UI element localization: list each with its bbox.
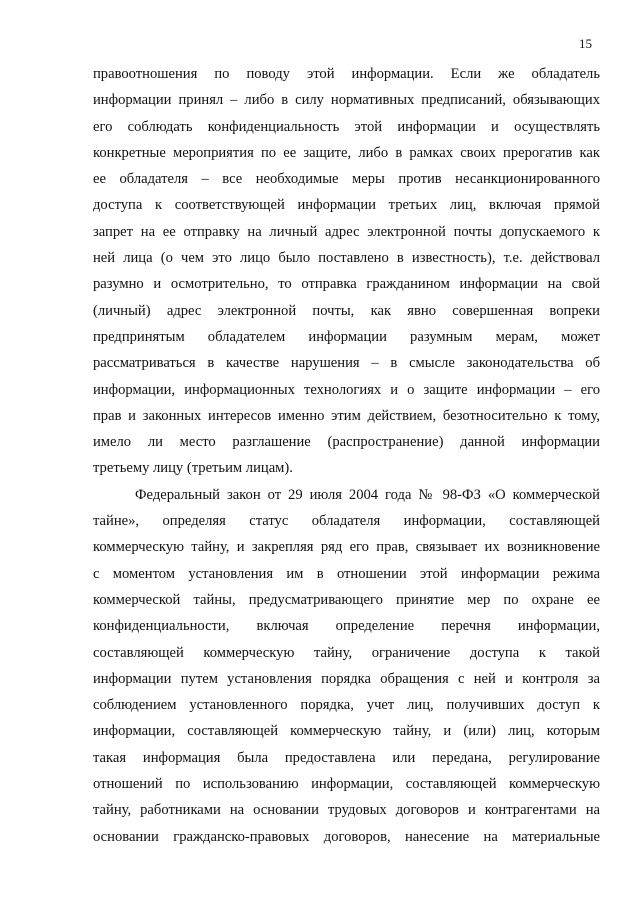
text-line: третьему лицу (третьим лицам). bbox=[93, 460, 293, 477]
text-line: такая информация была предоставлена или передана, регулирование bbox=[93, 749, 600, 766]
paragraph-2 bbox=[93, 482, 600, 850]
text-line: коммерческую тайну, и закрепляя ряд его прав, связывает их возникновение bbox=[93, 539, 600, 556]
text-line: ней лица (о чем это лицо было поставлено в известность), т.е. действовал bbox=[93, 250, 600, 267]
paragraph-1 bbox=[93, 61, 600, 482]
text-line: рассматриваться в качестве нарушения – в смысле законодательства об bbox=[93, 355, 600, 372]
text-line: тайне», определяя статус обладателя информации, составляющей bbox=[93, 513, 600, 530]
text-line: информации, информационных технологиях и о защите информации – его bbox=[93, 381, 600, 398]
text-line: правоотношения по поводу этой информации. Если же обладатель bbox=[93, 66, 600, 82]
text-line: ее обладателя – все необходимые меры против несанкционированного bbox=[93, 171, 600, 188]
document-body bbox=[93, 61, 600, 850]
text-line: соблюдением установленного порядка, учет лиц, получивших доступ к bbox=[93, 697, 600, 714]
text-line: доступа к соответствующей информации третьих лиц, включая прямой bbox=[93, 197, 600, 214]
text-line: тайну, работниками на основании трудовых договоров и контрагентами на bbox=[93, 802, 600, 819]
text-line: прав и законных интересов именно этим действием, безотносительно к тому, bbox=[93, 407, 600, 424]
text-line: запрет на ее отправку на личный адрес электронной почты допускаемого к bbox=[93, 223, 600, 240]
text-line: с моментом установления им в отношении этой информации режима bbox=[93, 565, 600, 582]
text-line: имело ли место разглашение (распространение) данной информации bbox=[93, 434, 600, 451]
text-line: информации принял – либо в силу нормативных предписаний, обязывающих bbox=[93, 92, 600, 109]
text-line: информации, составляющей коммерческую тайну, и (или) лиц, которым bbox=[93, 723, 600, 740]
text-line: Федеральный закон от 29 июля 2004 года № 98-ФЗ «О коммерческой bbox=[135, 486, 600, 503]
text-line: информации путем установления порядка обращения с ней и контроля за bbox=[93, 670, 600, 687]
text-line: конкретные мероприятия по ее защите, либо в рамках своих прерогатив как bbox=[93, 144, 600, 161]
text-line: коммерческой тайны, предусматривающего принятие мер по охране ее bbox=[93, 591, 600, 608]
page-number: 15 bbox=[579, 36, 592, 51]
text-line: конфиденциальности, включая определение перечня информации, bbox=[93, 618, 600, 635]
text-line: (личный) адрес электронной почты, как явно совершенная вопреки bbox=[93, 302, 600, 319]
text-line: основании гражданско-правовых договоров, нанесение на материальные bbox=[93, 828, 600, 845]
text-line: разумно и осмотрительно, то отправка гражданином информации на свой bbox=[93, 276, 600, 293]
text-line: предпринятым обладателем информации разумным мерам, может bbox=[93, 328, 600, 345]
text-line: отношений по использованию информации, составляющей коммерческую bbox=[93, 776, 600, 793]
text-line: его соблюдать конфиденциальность этой информации и осуществлять bbox=[93, 118, 600, 135]
text-line: составляющей коммерческую тайну, ограничение доступа к такой bbox=[93, 644, 600, 661]
